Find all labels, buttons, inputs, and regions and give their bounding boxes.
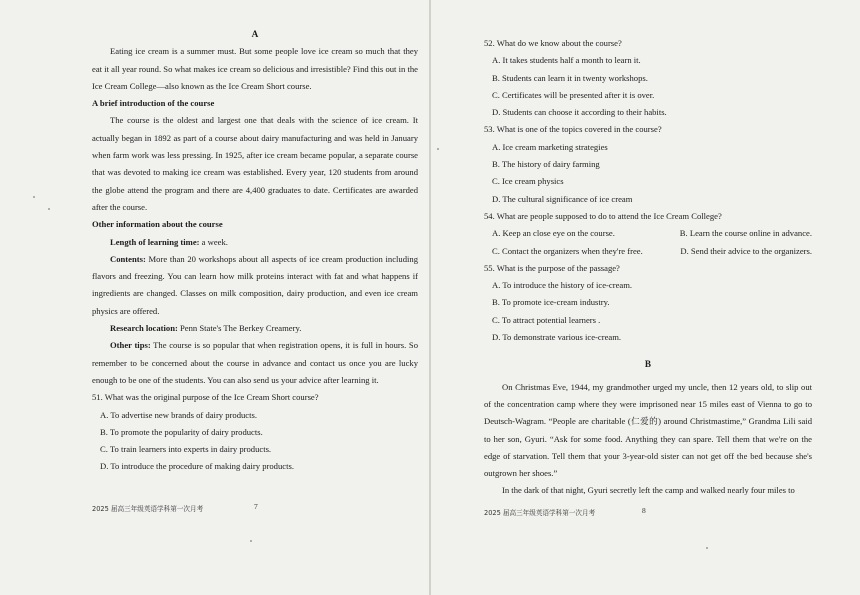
question-52: 52. What do we know about the course?: [484, 38, 622, 48]
q54-option-a: A. Keep an close eye on the course.: [492, 228, 615, 239]
contents-label: Contents:: [110, 253, 146, 264]
section-a-title: A: [251, 29, 259, 39]
q51-option-d: D. To introduce the procedure of making dairy products.: [100, 461, 294, 472]
q55-option-a: A. To introduce the history of ice-cream.: [492, 280, 633, 291]
scan-speck: [250, 540, 252, 542]
research-value: Penn State's The Berkey Creamery.: [177, 323, 302, 334]
left-page: [92, 26, 418, 476]
scan-speck: [437, 148, 439, 150]
q55-option-c: C. To attract potential learners .: [492, 314, 601, 325]
right-page-number: 8: [642, 506, 646, 515]
q54-row-ab: [492, 225, 812, 242]
q55-option-d: D. To demonstrate various ice-cream.: [492, 332, 622, 343]
q51-option-a: A. To advertise new brands of dairy products.: [100, 409, 257, 420]
right-footer-text: 2025 届高三年级英语学科第一次月考: [484, 509, 596, 517]
q52-option-a: A. It takes students half a month to learn it.: [492, 55, 641, 66]
left-footer-text: 2025 届高三年级英语学科第一次月考: [92, 505, 204, 513]
q51-option-c: C. To train learners into experts in dairy products.: [100, 444, 272, 455]
q54-option-c: C. Contact the organizers when they're free.: [492, 245, 643, 256]
tips-paragraph: [92, 337, 418, 389]
course-intro-paragraph: The course is the oldest and largest one that deals with the science of ice cream. It actually began in 1892 as part of a course about dairy manufacturing and was held in January when farm work was less pressing. In 1925, after ice cream became popular, a separate course that was devoted to making ice cream was established. Every year, 120 students from around the globe attend the program and there are 4,400 graduates to date. Certificates are awarded after the course.: [92, 115, 418, 212]
length-label: Length of learning time:: [110, 236, 200, 247]
research-location: [92, 320, 418, 337]
question-54: 54. What are people supposed to do to attend the Ice Cream College?: [484, 210, 722, 221]
length-value: a week.: [199, 236, 228, 247]
q53-option-c: C. Ice cream physics: [492, 176, 564, 187]
q54-option-b: B. Learn the course online in advance.: [679, 228, 812, 239]
page-fold: [429, 0, 431, 595]
heading-brief-intro: A brief introduction of the course: [92, 98, 215, 109]
section-b-title: B: [644, 359, 652, 370]
contents-value: More than 20 workshops about all aspects of ice cream production including flavors and freezing. You can learn how milk proteins interact with fat and what happens if ingredients are changed. Classes on milk composition, dairy production, and even ice cream physics are offered.: [92, 253, 418, 316]
question-53: 53. What is one of the topics covered in the course?: [484, 124, 662, 135]
q54-option-d: D. Send their advice to the organizers.: [680, 245, 812, 256]
q52-option-c: C. Certificates will be presented after it is over.: [492, 89, 655, 100]
q55-option-b: B. To promote ice-cream industry.: [492, 297, 610, 308]
q53-option-b: B. The history of dairy farming: [492, 159, 600, 170]
right-footer: [484, 506, 646, 517]
intro-paragraph: Eating ice cream is a summer must. But some people love ice cream so much that they eat it all year round. So what makes ice cream so delicious and irresistible? Find this out in the Ice Cream College—also known as the Ice Cream Short course.: [92, 46, 418, 91]
scan-speck: [48, 208, 50, 210]
q53-option-a: A. Ice cream marketing strategies: [492, 141, 608, 152]
contents-paragraph: [92, 251, 418, 320]
scan-speck: [33, 196, 35, 198]
passage-b-paragraph-2: In the dark of that night, Gyuri secretly left the camp and walked nearly four miles to: [502, 485, 795, 496]
heading-other-info: Other information about the course: [92, 219, 223, 230]
scan-speck: [706, 547, 708, 549]
passage-b-paragraph-1: On Christmas Eve, 1944, my grandmother urged my uncle, then 12 years old, to slip out of the concentration camp where they were imprisoned near 15 miles east of Vienna to go to Deutsch-Wagram. “People are charitable (仁爱的) around Christmastime,” Grandma Lili said to her son, Gyuri. “Ask for some food. Anything they can spare. Tell them that we're on the edge of starvation. Tell them that your 3-year-old sister can not get off the bed because she's outgrown her shoes.”: [484, 381, 812, 479]
research-label: Research location:: [110, 323, 178, 334]
left-footer: [92, 502, 258, 513]
tips-value: The course is so popular that when registration opens, it is full in hours. So remember to be concerned about the course in advance and contact us once you are lucky enough to be one of the students. You can also send us your advice after learning it.: [92, 340, 418, 385]
q54-row-cd: [492, 243, 812, 260]
q51-option-b: B. To promote the popularity of dairy products.: [100, 426, 263, 437]
question-55: 55. What is the purpose of the passage?: [484, 262, 620, 273]
q52-option-b: B. Students can learn it in twenty workshops.: [492, 72, 648, 83]
left-page-number: 7: [254, 502, 258, 511]
tips-label: Other tips:: [110, 340, 151, 351]
question-51: 51. What was the original purpose of the Ice Cream Short course?: [92, 392, 319, 403]
q52-option-d: D. Students can choose it according to their habits.: [492, 107, 667, 118]
length-of-learning: [92, 234, 418, 251]
right-page: [484, 35, 812, 500]
q53-option-d: D. The cultural significance of ice cream: [492, 193, 633, 204]
